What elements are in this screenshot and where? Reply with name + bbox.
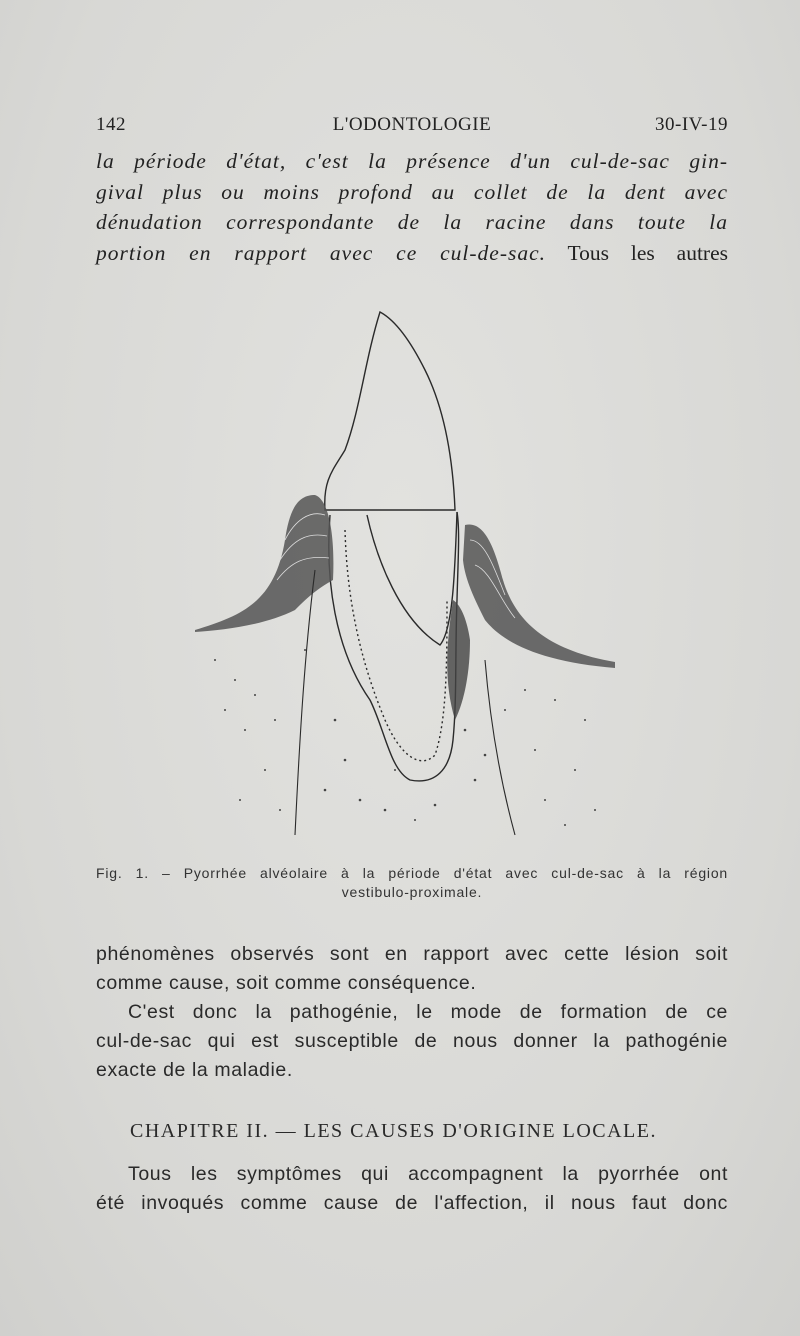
caption-line: Fig. 1. – Pyorrhée alvéolaire à la période d'état avec cul-de-sac à la région [96, 865, 728, 881]
journal-title: L'ODONTOLOGIE [332, 114, 492, 135]
root-canal [345, 530, 447, 761]
paragraph-1 [96, 940, 728, 998]
issue-date: 30-IV-19 [655, 114, 728, 135]
tooth-root [329, 512, 459, 781]
tooth-crown [325, 312, 455, 510]
left-gingiva [195, 495, 333, 632]
text-line: cul-de-sac qui est susceptible de nous donner la pathogénie [96, 1030, 728, 1052]
text-line: phénomènes observés sont en rapport avec cette lésion soit [96, 943, 728, 965]
bone-right [485, 660, 515, 835]
gingival-pocket [447, 600, 470, 720]
intro-tail: Tous les autres [567, 240, 728, 265]
intro-line: la période d'état, c'est la présence d'un cul-de-sac gin- [96, 149, 728, 173]
paragraph-2 [96, 998, 728, 1085]
enamel-line [367, 512, 457, 645]
bone-left [295, 570, 315, 835]
intro-line: dénudation correspondante de la racine dans toute la [96, 210, 728, 234]
tooth-illustration [185, 300, 625, 860]
running-head [96, 114, 728, 140]
right-gingiva [463, 524, 615, 668]
intro-line: gival plus ou moins profond au collet de la dent avec [96, 179, 728, 204]
paragraph-3 [96, 1160, 728, 1218]
text-line: été invoqués comme cause de l'affection, il nous faut donc [96, 1192, 728, 1214]
page-number: 142 [96, 114, 126, 135]
bone-stipple [214, 649, 596, 826]
intro-line: portion en rapport avec ce cul-de-sac. Tous les autres [96, 240, 728, 265]
text-line: C'est donc la pathogénie, le mode de formation de ce [128, 1001, 728, 1023]
figure-caption [96, 864, 728, 902]
text-line: Tous les symptômes qui accompagnent la pyorrhée ont [128, 1163, 728, 1185]
caption-line: vestibulo-proximale. [341, 884, 483, 900]
intro-paragraph [96, 146, 728, 268]
chapter-heading: CHAPITRE II. — LES CAUSES D'ORIGINE LOCALE. [130, 1120, 657, 1142]
text-line: exacte de la maladie. [96, 1059, 293, 1081]
text-line: comme cause, soit comme conséquence. [96, 972, 477, 994]
